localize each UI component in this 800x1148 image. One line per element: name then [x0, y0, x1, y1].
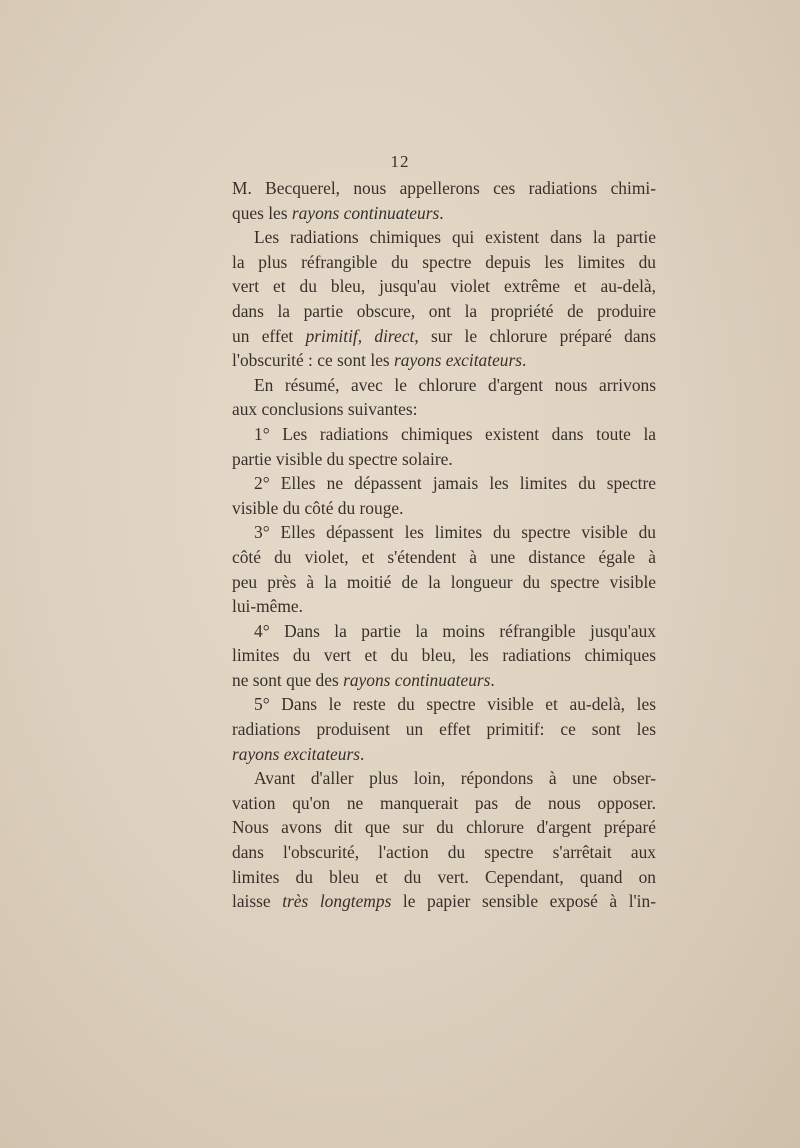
- line-text: vation qu'on ne manquerait pas de nous opposer.: [232, 792, 656, 813]
- text-line: [232, 373, 656, 398]
- line-text-after: .: [522, 350, 527, 371]
- line-text: côté du violet, et s'étendent à une distance égale à: [232, 546, 656, 567]
- line-text: peu près à la moitié de la longueur du spectre visible: [232, 571, 656, 592]
- text-line: [232, 815, 656, 840]
- line-text: dans la partie obscure, ont la propriété de produire: [232, 300, 656, 321]
- line-text: partie visible du spectre solaire.: [232, 448, 453, 469]
- text-line: [232, 250, 656, 275]
- line-text-after: le papier sensible exposé à l'in-: [391, 891, 656, 912]
- line-text: un effet: [232, 325, 306, 346]
- text-line: [232, 692, 656, 717]
- text-line: [232, 594, 656, 619]
- body-text: [232, 176, 656, 914]
- line-text: Avant d'aller plus loin, répondons à une obser-: [254, 768, 656, 789]
- line-text: radiations produisent un effet primitif: ce sont les: [232, 719, 656, 740]
- text-line: [232, 324, 656, 349]
- line-text: visible du côté du rouge.: [232, 497, 404, 518]
- text-line: [232, 865, 656, 890]
- line-text: laisse: [232, 891, 283, 912]
- text-line: [232, 225, 656, 250]
- text-line: [232, 570, 656, 595]
- line-text: 1° Les radiations chimiques existent dans toute la: [254, 423, 656, 444]
- text-line: [232, 201, 656, 226]
- line-text: limites du vert et du bleu, les radiations chimiques: [232, 645, 656, 666]
- italic-text: rayons excitateurs: [232, 743, 360, 764]
- text-line: [232, 742, 656, 767]
- text-line: [232, 422, 656, 447]
- page-number: 12: [390, 152, 410, 171]
- text-line: [232, 717, 656, 742]
- italic-text: rayons continuateurs: [291, 202, 440, 223]
- italic-text: primitif, direct: [305, 325, 415, 346]
- text-line: [232, 889, 656, 914]
- text-line: [232, 840, 656, 865]
- line-text: En résumé, avec le chlorure d'argent nous arrivons: [254, 374, 656, 395]
- text-line: [232, 766, 656, 791]
- line-text: ques les: [232, 202, 292, 223]
- line-text: lui-même.: [232, 596, 303, 617]
- line-text: 4° Dans la partie la moins réfrangible jusqu'aux: [254, 620, 656, 641]
- italic-text: rayons continuateurs: [343, 669, 491, 690]
- line-text: M. Becquerel, nous appellerons ces radiations chimi-: [232, 178, 656, 198]
- line-text: 3° Elles dépassent les limites du spectre visible du: [254, 522, 656, 543]
- line-text: dans l'obscurité, l'action du spectre s'arrêtait aux: [232, 842, 656, 863]
- italic-text: rayons excitateurs: [394, 350, 523, 371]
- text-line: [232, 176, 656, 201]
- line-text-after: , sur le chlorure préparé dans: [414, 325, 656, 346]
- line-text: vert et du bleu, jusqu'au violet extrême et au-delà,: [232, 276, 656, 297]
- text-line: [232, 447, 656, 472]
- line-text-after: .: [359, 743, 365, 764]
- line-text: aux conclusions suivantes:: [232, 399, 418, 420]
- line-text: Nous avons dit que sur du chlorure d'argent préparé: [232, 817, 656, 838]
- line-text: limites du bleu et du vert. Cependant, quand on: [232, 866, 656, 887]
- text-line: [232, 668, 656, 693]
- line-text: Les radiations chimiques qui existent dans la partie: [254, 227, 656, 248]
- italic-text: très longtemps: [282, 891, 392, 912]
- line-text-after: .: [490, 669, 495, 690]
- text-line: [232, 545, 656, 570]
- text-line: [232, 643, 656, 668]
- line-text: 2° Elles ne dépassent jamais les limites du spectre: [254, 473, 656, 494]
- line-text: ne sont que des: [232, 669, 344, 690]
- line-text: la plus réfrangible du spectre depuis les limites du: [232, 251, 656, 272]
- text-line: [232, 274, 656, 299]
- text-line: [232, 348, 656, 373]
- text-line: [232, 496, 656, 521]
- text-line: [232, 397, 656, 422]
- text-line: [232, 619, 656, 644]
- text-line: [232, 471, 656, 496]
- line-text: l'obscurité : ce sont les: [232, 350, 395, 371]
- text-line: [232, 520, 656, 545]
- text-line: [232, 791, 656, 816]
- line-text: 5° Dans le reste du spectre visible et au-delà, les: [254, 694, 656, 715]
- text-line: [232, 299, 656, 324]
- line-text-after: .: [439, 202, 444, 223]
